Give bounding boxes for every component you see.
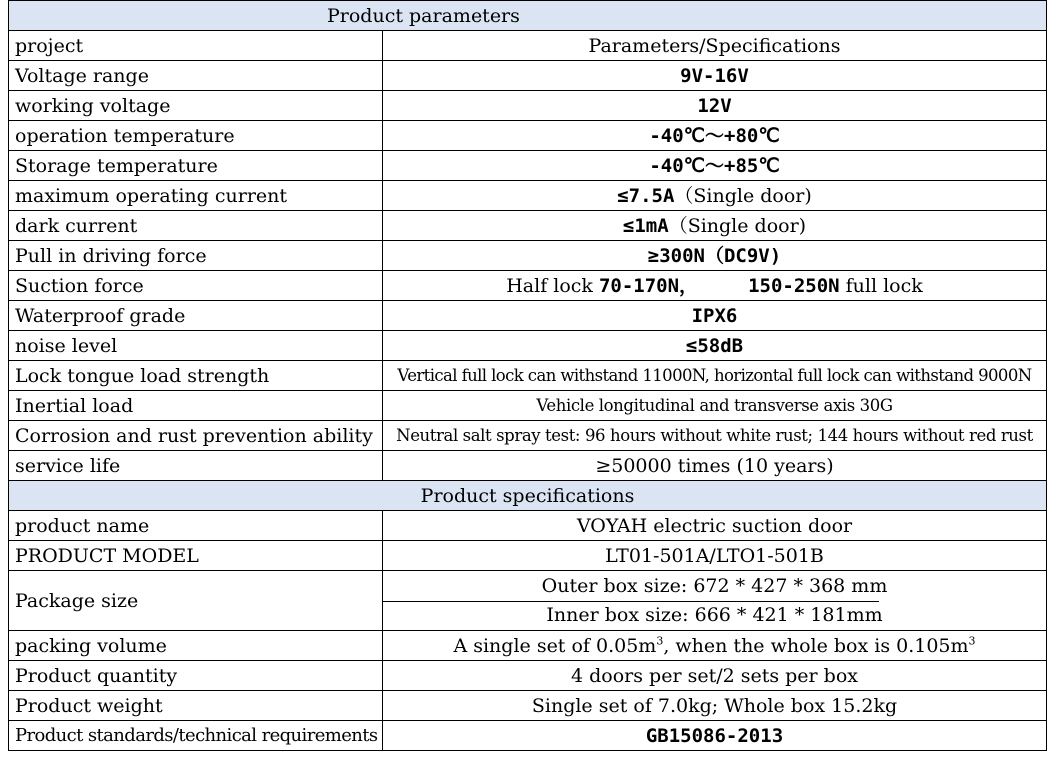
row-label: Storage temperature — [9, 151, 383, 181]
section-title-specifications: Product specifications — [9, 481, 1047, 511]
table-row — [9, 181, 1047, 211]
row-label: Lock tongue load strength — [9, 361, 383, 391]
row-value — [383, 181, 1047, 211]
table-row — [9, 211, 1047, 241]
table-row — [9, 151, 1047, 181]
row-value: Vertical full lock can withstand 11000N, horizontal full lock can withstand 9000N — [383, 361, 1047, 391]
table-row — [9, 91, 1047, 121]
volume-single: A single set of 0.05m — [453, 634, 657, 657]
spec-sheet — [8, 0, 1046, 751]
row-label: packing volume — [9, 631, 383, 661]
section-row-parameters — [9, 1, 1047, 31]
table-row — [9, 721, 1047, 751]
section-row-specifications — [9, 481, 1047, 511]
row-value: IPX6 — [383, 301, 1047, 331]
table-row — [9, 451, 1047, 481]
table-row — [9, 541, 1047, 571]
row-value: ≤58dB — [383, 331, 1047, 361]
row-label: PRODUCT MODEL — [9, 541, 383, 571]
table-row — [9, 301, 1047, 331]
row-label: service life — [9, 451, 383, 481]
row-label: Suction force — [9, 271, 383, 301]
table-row — [9, 691, 1047, 721]
row-label: Waterproof grade — [9, 301, 383, 331]
row-value: 9V-16V — [383, 61, 1047, 91]
header-label: project — [9, 31, 383, 61]
row-label: Voltage range — [9, 61, 383, 91]
row-value: 12V — [383, 91, 1047, 121]
suction-prefix: Half lock — [506, 274, 593, 297]
table-row — [9, 631, 1047, 661]
table-row — [9, 121, 1047, 151]
suction-full-value: 150-250N — [748, 274, 840, 297]
row-label: noise level — [9, 331, 383, 361]
table-row — [9, 661, 1047, 691]
volume-box-unit: 3 — [968, 634, 976, 648]
table-header-row — [9, 31, 1047, 61]
table-row — [9, 571, 1047, 631]
product-table — [8, 0, 1047, 751]
package-divider — [383, 601, 879, 602]
table-row — [9, 511, 1047, 541]
outer-box-size: Outer box size: 672 * 427 * 368 mm — [541, 575, 888, 597]
row-value: -40℃～+80℃ — [383, 121, 1047, 151]
row-value: VOYAH electric suction door — [383, 511, 1047, 541]
inner-box-size: Inner box size: 666 * 421 * 181mm — [546, 604, 883, 626]
row-label: Pull in driving force — [9, 241, 383, 271]
table-row — [9, 241, 1047, 271]
row-value — [383, 211, 1047, 241]
table-row — [9, 361, 1047, 391]
row-value: LT01-501A/LTO1-501B — [383, 541, 1047, 571]
row-value: GB15086-2013 — [383, 721, 1047, 751]
row-label: dark current — [9, 211, 383, 241]
row-value: -40℃～+85℃ — [383, 151, 1047, 181]
table-row — [9, 391, 1047, 421]
table-row — [9, 421, 1047, 451]
row-label: Product standards/technical requirements — [9, 721, 383, 751]
table-row — [9, 331, 1047, 361]
row-value: ≥300N（DC9V) — [383, 241, 1047, 271]
table-row — [9, 271, 1047, 301]
row-label: Product quantity — [9, 661, 383, 691]
row-label: maximum operating current — [9, 181, 383, 211]
row-value: Single set of 7.0kg; Whole box 15.2kg — [383, 691, 1047, 721]
row-label: working voltage — [9, 91, 383, 121]
row-label: Inertial load — [9, 391, 383, 421]
package-size-cell — [383, 571, 1047, 631]
volume-box: , when the whole box is 0.105m — [663, 634, 969, 657]
row-value: Vehicle longitudinal and transverse axis 30G — [383, 391, 1047, 421]
table-row — [9, 61, 1047, 91]
current-value: ≤7.5A — [617, 184, 675, 207]
row-value: Neutral salt spray test: 96 hours without white rust; 144 hours without red rust — [383, 421, 1047, 451]
suction-suffix: full lock — [845, 274, 923, 297]
volume-single-unit: 3 — [656, 634, 664, 648]
row-label: Package size — [9, 571, 383, 631]
row-value: ≥50000 times (10 years) — [383, 451, 1047, 481]
section-title-parameters: Product parameters — [9, 1, 1047, 31]
row-label: operation temperature — [9, 121, 383, 151]
row-value — [383, 631, 1047, 661]
suction-half-value: 70-170N， — [598, 274, 699, 297]
dark-current-note: （Single door) — [668, 214, 807, 237]
row-label: product name — [9, 511, 383, 541]
current-note: （Single door) — [674, 184, 812, 207]
header-value: Parameters/Specifications — [383, 31, 1047, 61]
row-value — [383, 271, 1047, 301]
row-label: Product weight — [9, 691, 383, 721]
row-label: Corrosion and rust prevention ability — [9, 421, 383, 451]
row-value: 4 doors per set/2 sets per box — [383, 661, 1047, 691]
dark-current-value: ≤1mA — [622, 214, 669, 237]
